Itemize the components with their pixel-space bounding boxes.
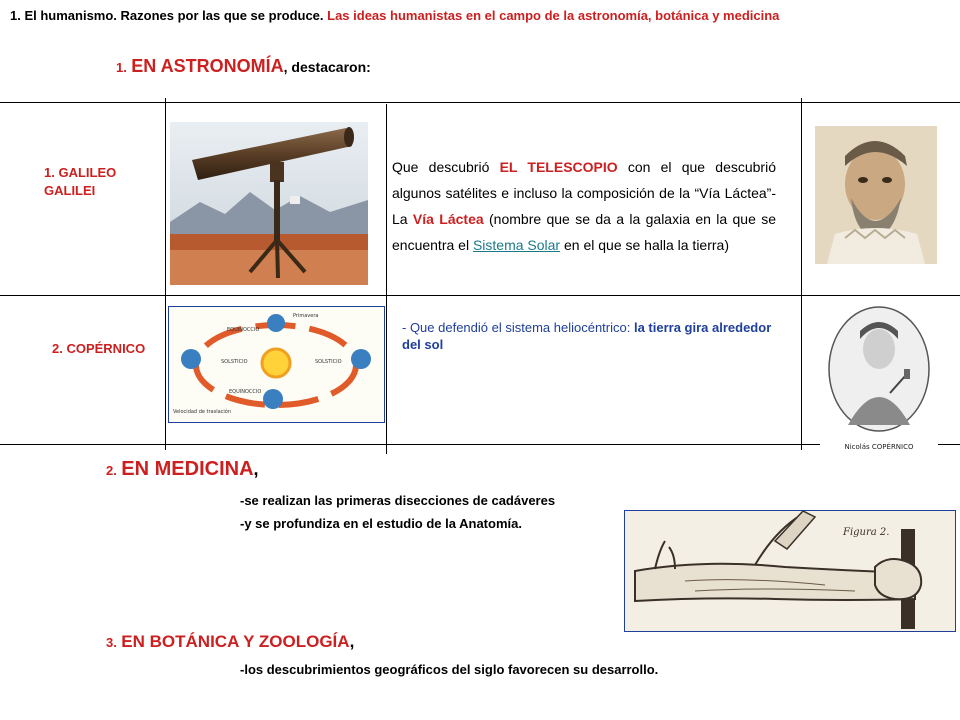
diagram-label-equinox-top: EQUINOCCIO — [227, 327, 260, 333]
copernico-description — [402, 319, 782, 353]
galileo-name: 1. GALILEO GALILEI — [44, 165, 117, 198]
diagram-label-top: Primavera — [293, 313, 319, 319]
botany-rest: , — [349, 632, 355, 651]
galileo-desc-part-3: (nombre que se da a la galaxia en la que se encuentra el — [392, 211, 777, 253]
galileo-desc-part-1: Que descubrió — [392, 159, 500, 175]
medicine-number: 2. — [106, 463, 117, 478]
galileo-description — [392, 154, 776, 258]
botany-bullet-1: -los descubrimientos geográficos del siglo favorecen su desarrollo. — [240, 662, 659, 677]
medicine-bullet-1: -se realizan las primeras disecciones de cadáveres — [240, 493, 556, 508]
milky-way-highlight: Vía Láctea — [412, 211, 484, 227]
table-line-middle — [0, 295, 960, 296]
medicine-heading — [106, 458, 259, 481]
medicine-bullet-2: -y se profundiza en el estudio de la Anatomía. — [240, 516, 522, 531]
telescope-highlight: EL TELESCOPIO — [499, 159, 618, 175]
header-black-text: 1. El humanismo. Razones por las que se produce. — [10, 8, 328, 23]
table-line-top — [0, 102, 960, 103]
table-col-line-1 — [165, 98, 166, 450]
table-col-line-3 — [801, 98, 802, 450]
galileo-desc-part-2: con el que descubrió algunos satélites e incluso la composición de la “Vía Láctea”-La — [392, 159, 776, 227]
telescope-image — [170, 122, 368, 285]
heliocentric-highlight: la tierra gira alrededor del sol — [402, 320, 772, 352]
anatomy-engraving — [624, 510, 956, 632]
astronomy-title: EN ASTRONOMÍA — [131, 56, 284, 76]
botany-title: EN BOTÁNICA Y ZOOLOGÍA — [121, 632, 350, 651]
medicine-title: EN MEDICINA — [121, 458, 254, 480]
table-col-line-2 — [386, 104, 387, 454]
diagram-label-speed: Velocidad de traslación — [173, 409, 232, 415]
galileo-portrait — [815, 126, 937, 264]
table-line-bottom — [0, 444, 960, 445]
galileo-desc-part-4: en el que se halla la tierra) — [560, 237, 729, 253]
diagram-label-bottom: EQUINOCCIO — [229, 389, 262, 395]
solar-system-link[interactable]: Sistema Solar — [472, 237, 561, 253]
copernico-desc-part-1: - Que defendió el sistema heliocéntrico: — [402, 320, 634, 335]
botany-number: 3. — [106, 635, 117, 650]
astronomy-rest: , destacaron: — [283, 59, 371, 75]
copernico-caption: Nicolás COPÉRNICO — [844, 443, 914, 451]
seasons-diagram — [168, 306, 385, 423]
medicine-rest: , — [253, 459, 259, 479]
header-red-text: Las ideas humanistas en el campo de la astronomía, botánica y medicina — [327, 8, 780, 23]
astronomy-heading — [116, 56, 371, 77]
copernico-name: 2. COPÉRNICO — [52, 341, 146, 356]
anatomy-figure-label: Figura 2. — [843, 527, 890, 538]
slide-header — [10, 7, 830, 25]
diagram-label-left-solstice: SOLSTICIO — [221, 359, 248, 365]
copernico-portrait — [820, 303, 938, 453]
botany-heading — [106, 632, 354, 652]
diagram-label-right-solstice: SOLSTICIO — [315, 359, 342, 365]
astronomy-number: 1. — [116, 60, 127, 75]
